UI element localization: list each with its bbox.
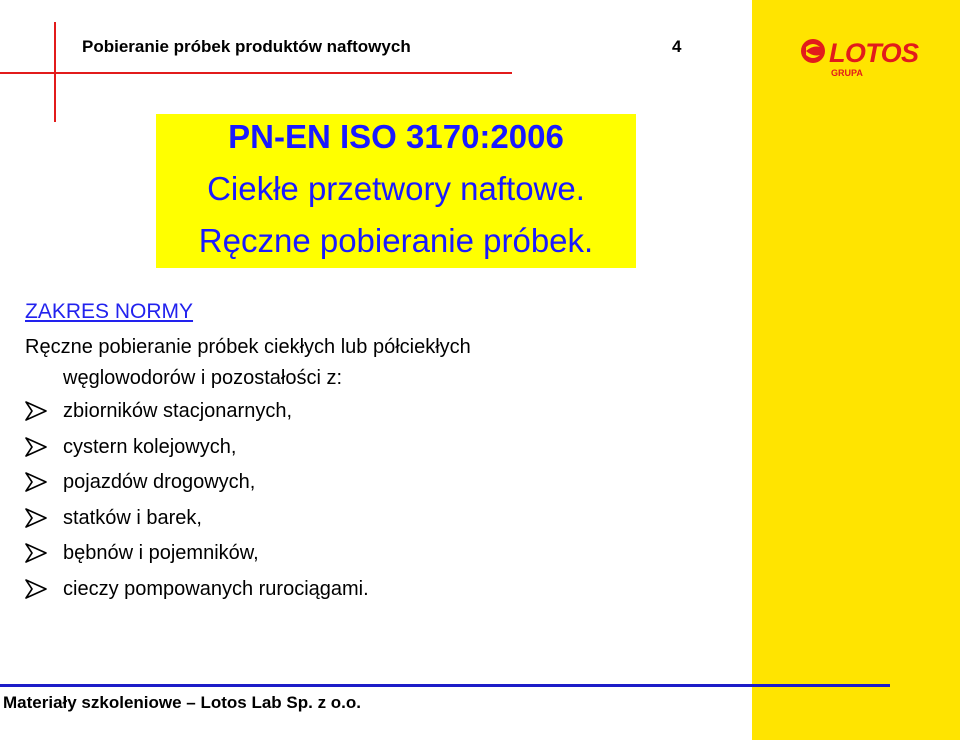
title-subtitle-2: Ręczne pobieranie próbek. [198,222,594,259]
arrow-bullet-icon [25,472,47,492]
list-item-label: zbiorników stacjonarnych, [63,400,292,422]
intro-line-2: węglowodorów i pozostałości z: [63,367,343,389]
arrow-bullet-icon [25,437,47,457]
header-title: Pobieranie próbek produktów naftowych [82,37,411,56]
list-item-label: cystern kolejowych, [63,435,237,458]
title-box [156,114,636,268]
list-item-label: cieczy pompowanych rurociągami. [63,577,369,600]
arrow-bullet-icon [25,579,47,599]
section-heading: ZAKRES NORMY [25,300,194,323]
header-horizontal-line [0,72,512,74]
side-yellow-band [752,0,960,740]
title-subtitle-1: Ciekłe przetwory naftowe. [207,170,585,207]
arrow-bullet-icon [25,543,47,563]
arrow-bullet-icon [25,401,47,421]
list-item-label: statków i barek, [63,506,202,529]
list-item-label: bębnów i pojemników, [63,542,259,564]
intro-line-1: Ręczne pobieranie próbek ciekłych lub półciekłych [25,336,471,358]
footer-text: Materiały szkoleniowe – Lotos Lab Sp. z o.o. [3,693,362,712]
arrow-bullet-icon [25,508,47,528]
svg-text:LOTOS: LOTOS [829,38,919,68]
list-item-label: pojazdów drogowych, [63,471,256,493]
footer-rule [0,684,890,687]
standard-number: PN-EN ISO 3170:2006 [228,118,564,155]
svg-text:GRUPA: GRUPA [831,68,863,78]
page-number: 4 [672,37,682,56]
lotos-logo [798,34,924,80]
